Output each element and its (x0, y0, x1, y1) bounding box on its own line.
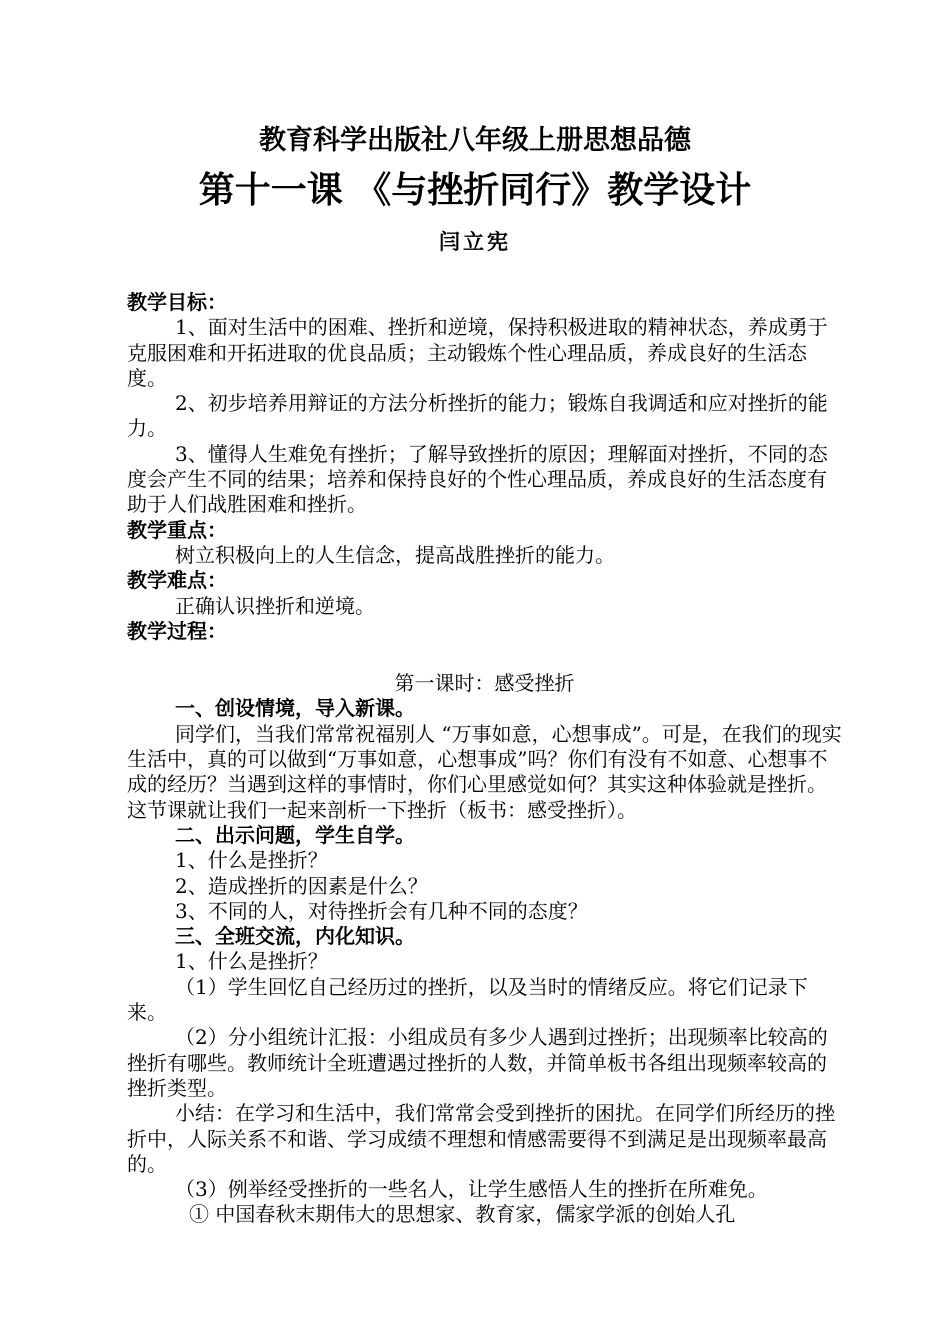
objective-item-2: 2、初步培养用辩证的方法分析挫折的能力；锻炼自我调适和应对挫折的能力。 (127, 391, 828, 441)
step2-question-3: 3、不同的人，对待挫折会有几种不同的态度？ (175, 898, 588, 923)
step3-heading: 三、全班交流，内化知识。 (175, 924, 415, 949)
key-point-heading: 教学重点： (127, 517, 227, 542)
lesson-title: 第十一课 《与挫折同行》教学设计 (198, 170, 752, 211)
step1-heading: 一、创设情境，导入新课。 (175, 696, 415, 721)
step3-paragraph-4: ① 中国春秋末期伟大的思想家、教育家，儒家学派的创始人孔 (189, 1202, 736, 1227)
process-heading: 教学过程： (127, 618, 227, 643)
publisher-line: 教育科学出版社八年级上册思想品德 (259, 125, 691, 156)
step3-question-1: 1、什么是挫折？ (175, 949, 328, 974)
step3-paragraph-2: （2）分小组统计汇报：小组成员有多少人遇到过挫折；出现频率比较高的挫折有哪些。教师统计全班遭遇过挫折的人数，并简单板书各组出现频率较高的挫折类型。 (127, 1025, 828, 1100)
step1-text: 同学们，当我们常常祝福别人 “万事如意，心想事成”。可是，在我们的现实生活中，真的可以做到“万事如意，心想事成”吗？你们有没有不如意、心想事不成的经历？当遇到这样的事情时，你们心里感觉如何？其实这种体验就是挫折。这节课就让我们一起来剖析一下挫折（板书：感受挫折）。 (127, 721, 842, 822)
document-body (127, 290, 842, 1228)
step3-summary: 小结：在学习和生活中，我们常常会受到挫折的困扰。在同学们所经历的挫折中，人际关系不和谐、学习成绩不理想和情感需要得不到满足是出现频率最高的。 (127, 1101, 835, 1176)
session-title: 第一课时：感受挫折 (394, 671, 575, 696)
key-point-text: 树立积极向上的人生信念，提高战胜挫折的能力。 (175, 542, 615, 567)
objective-item-1: 1、面对生活中的困难、挫折和逆境，保持积极进取的精神状态，养成勇于克服困难和开拓进取的优良品质；主动锻炼个性心理品质，养成良好的生活态度。 (127, 315, 828, 390)
objective-item-3: 3、懂得人生难免有挫折；了解导致挫折的原因；理解面对挫折，不同的态度会产生不同的结果；培养和保持良好的个性心理品质，养成良好的生活态度有助于人们战胜困难和挫折。 (127, 441, 828, 517)
step2-heading: 二、出示问题，学生自学。 (175, 822, 415, 847)
author-name: 闫立宪 (439, 230, 511, 254)
difficulty-heading: 教学难点： (127, 568, 227, 593)
step2-question-1: 1、什么是挫折？ (175, 848, 328, 873)
step3-paragraph-3: （3）例举经受挫折的一些名人，让学生感悟人生的挫折在所难免。 (175, 1177, 768, 1202)
objectives-heading: 教学目标： (127, 290, 227, 314)
spacer (127, 644, 842, 671)
difficulty-text: 正确认识挫折和逆境。 (175, 593, 375, 618)
step3-paragraph-1: （1）学生回忆自己经历过的挫折，以及当时的情绪反应。将它们记录下来。 (127, 974, 808, 1025)
step2-question-2: 2、造成挫折的因素是什么？ (175, 873, 428, 898)
